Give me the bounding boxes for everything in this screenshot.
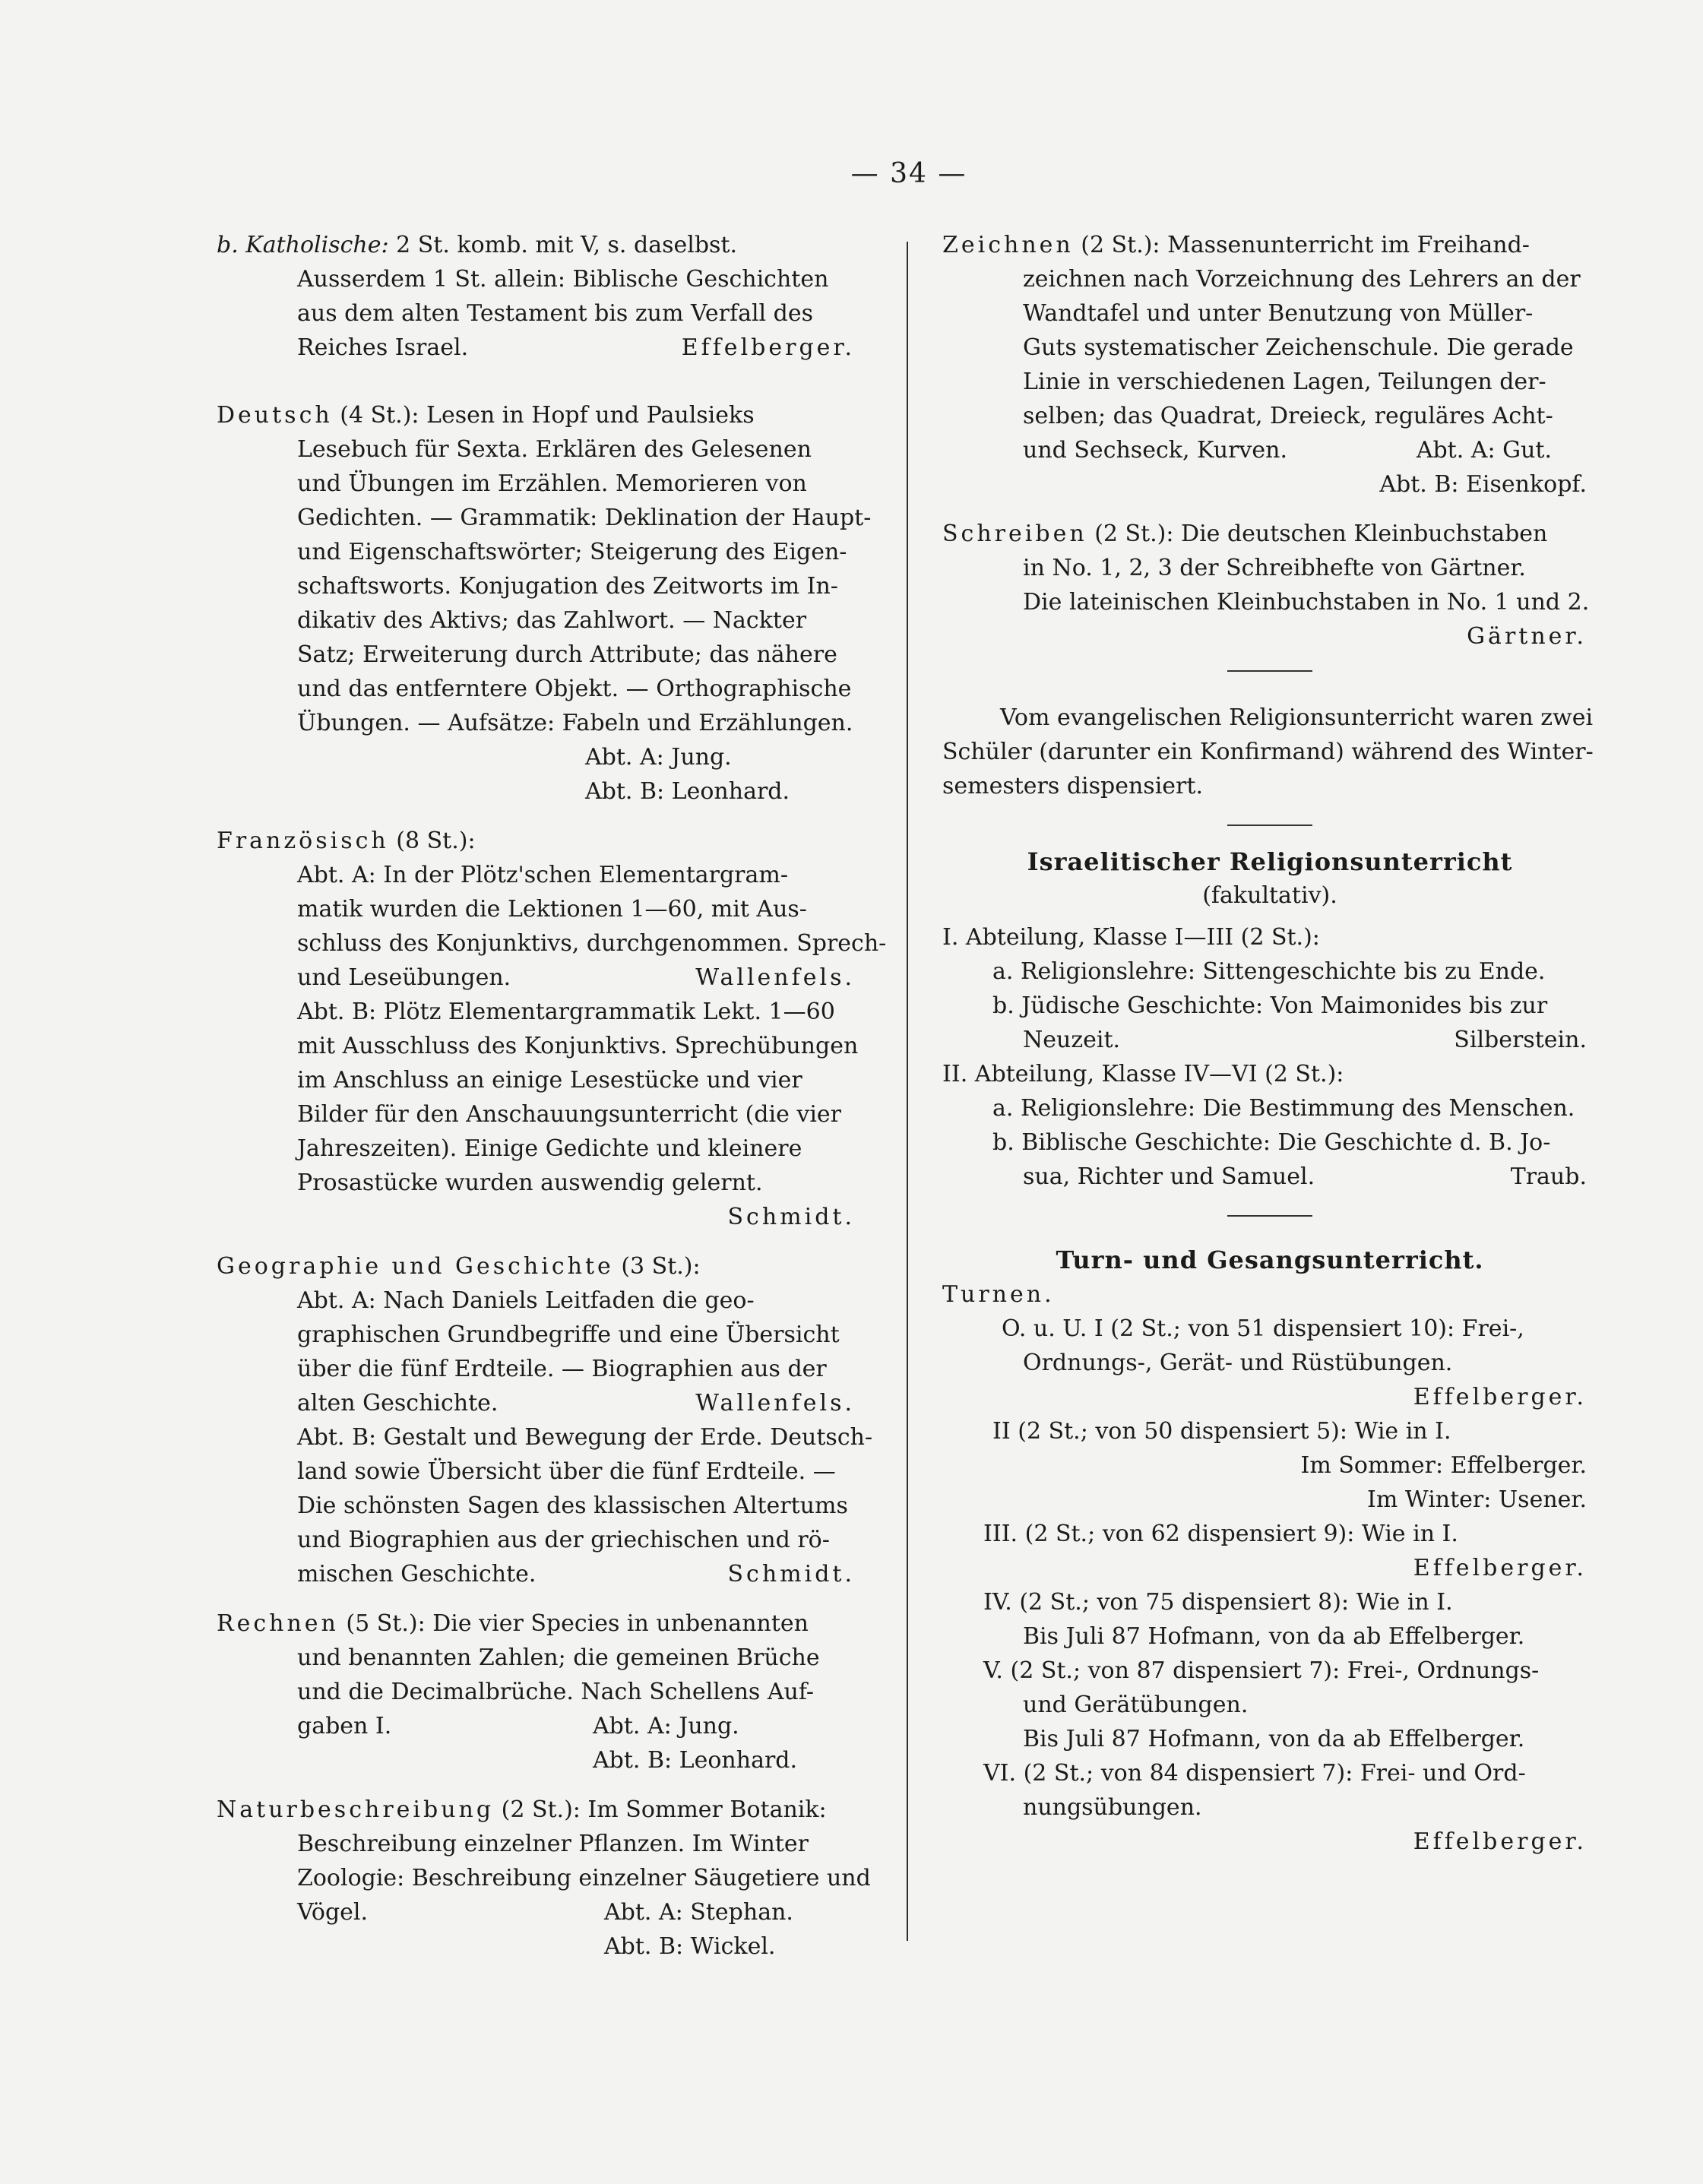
section-first-line	[217, 1606, 870, 1641]
teacher-name: Traub.	[1510, 1163, 1587, 1190]
text-line: land sowie Übersicht über die fünf Erdteile. —	[297, 1458, 836, 1485]
text-line: Schüler (darunter ein Konfirmand) während des Winter-	[942, 739, 1594, 765]
text-line: im Anschluss an einige Lesestücke und vier	[297, 1067, 802, 1094]
text-line: Lesebuch für Sexta. Erklären des Gelesenen	[297, 436, 812, 463]
text-line	[942, 433, 1597, 467]
teacher-line: Effelberger.	[1413, 1384, 1587, 1410]
line-text: sua, Richter und Samuel.	[1023, 1163, 1315, 1190]
right-column	[942, 228, 1597, 1859]
text-line: Jahreszeiten). Einige Gedichte und kleinere	[297, 1135, 802, 1162]
text-line: III. (2 St.; von 62 dispensiert 9): Wie in I.	[983, 1521, 1458, 1547]
section-first-line	[217, 398, 870, 432]
page-number: — 34 —	[850, 158, 967, 189]
line-text: Reiches Israel.	[297, 334, 469, 361]
section-label: Zeichnen	[942, 232, 1074, 258]
line-rest: (8 St.):	[388, 828, 476, 854]
text-line: VI. (2 St.; von 84 dispensiert 7): Frei- und Ord-	[983, 1760, 1526, 1787]
text-line: Bilder für den Anschauungsunterricht (die vier	[297, 1101, 842, 1128]
section-label: b. Katholische:	[217, 232, 389, 258]
teacher-line: Schmidt.	[727, 1204, 855, 1230]
text-line: II (2 St.; von 50 dispensiert 5): Wie in I.	[992, 1418, 1451, 1445]
section-divider	[1227, 825, 1312, 826]
text-line: I. Abteilung, Klasse I—III (2 St.):	[942, 924, 1320, 951]
section-first-line	[217, 1249, 870, 1283]
deutsch-section	[217, 398, 870, 809]
section-first-line	[942, 517, 1597, 551]
text-line: Abt. A: Nach Daniels Leitfaden die geo-	[297, 1287, 755, 1314]
zeichnen-section	[942, 228, 1597, 502]
teacher-line: Abt. B: Eisenkopf.	[1379, 471, 1587, 498]
schreiben-section	[942, 517, 1597, 654]
text-line: dikativ des Aktivs; das Zahlwort. — Nackter	[297, 607, 807, 634]
text-line: Guts systematischer Zeichenschule. Die gerade	[1023, 334, 1574, 361]
line-rest: 2 St. komb. mit V, s. daselbst.	[388, 232, 738, 258]
text-line: und Übungen im Erzählen. Memorieren von	[297, 470, 807, 497]
text-line: Übungen. — Aufsätze: Fabeln und Erzählungen.	[297, 710, 853, 736]
text-line	[942, 1023, 1597, 1057]
text-line: Zoologie: Beschreibung einzelner Säugetiere und	[297, 1865, 871, 1891]
text-line	[217, 1709, 870, 1743]
section-label: Geographie und Geschichte	[217, 1253, 614, 1280]
teacher-line: Abt. B: Wickel.	[604, 1933, 776, 1960]
text-line: aus dem alten Testament bis zum Verfall des	[297, 300, 814, 327]
text-line: Wandtafel und unter Benutzung von Müller-	[1023, 300, 1534, 327]
section-first-line	[217, 1793, 870, 1827]
text-line: a. Religionslehre: Die Bestimmung des Menschen.	[992, 1095, 1575, 1122]
text-line: und das entferntere Objekt. — Orthographische	[297, 676, 852, 702]
text-line	[217, 1895, 870, 1929]
teacher-name: Schmidt.	[727, 1561, 855, 1587]
section-heading: Israelitischer Religionsunterricht	[1027, 847, 1513, 876]
text-line: Linie in verschiedenen Lagen, Teilungen der-	[1023, 369, 1546, 395]
franzoesisch-section	[217, 824, 887, 1234]
text-line: und die Decimalbrüche. Nach Schellens Auf-	[297, 1679, 814, 1705]
text-line: Satz; Erweiterung durch Attribute; das nähere	[297, 641, 837, 668]
text-line: IV. (2 St.; von 75 dispensiert 8): Wie in I.	[983, 1589, 1453, 1616]
line-text: Neuzeit.	[1023, 1027, 1121, 1053]
text-line: Beschreibung einzelner Pflanzen. Im Winter	[297, 1831, 809, 1857]
text-line: nungsübungen.	[1023, 1794, 1202, 1821]
line-rest: (3 St.):	[613, 1253, 701, 1280]
text-line: Die lateinischen Kleinbuchstaben in No. 1 und 2.	[1023, 589, 1590, 616]
section-label: Naturbeschreibung	[217, 1796, 495, 1823]
text-line: mit Ausschluss des Konjunktivs. Sprechübungen	[297, 1033, 859, 1059]
text-line	[217, 1386, 870, 1420]
text-line: matik wurden die Lektionen 1—60, mit Aus-	[297, 896, 807, 923]
text-line: II. Abteilung, Klasse IV—VI (2 St.):	[942, 1061, 1344, 1087]
text-line: und Gerätübungen.	[1023, 1692, 1249, 1718]
text-line: Die schönsten Sagen des klassischen Altertums	[297, 1492, 848, 1519]
katholische-section	[217, 228, 870, 365]
text-line: schluss des Konjunktivs, durchgenommen. Sprech-	[297, 930, 887, 957]
text-line: graphischen Grundbegriffe und eine Übersicht	[297, 1321, 840, 1348]
rechnen-section	[217, 1606, 870, 1777]
line-rest: (2 St.): Die deutschen Kleinbuchstaben	[1087, 521, 1548, 547]
dispensation-note	[942, 701, 1597, 803]
line-text: Vögel.	[297, 1899, 369, 1926]
line-text: und Leseübungen.	[297, 964, 511, 991]
teacher-line: Bis Juli 87 Hofmann, von da ab Effelberger.	[1023, 1726, 1525, 1752]
text-line: Abt. B: Plötz Elementargrammatik Lekt. 1—60	[297, 999, 835, 1025]
text-line	[217, 331, 870, 365]
teacher-name: Abt. A: Jung.	[593, 1713, 739, 1739]
line-rest: (4 St.): Lesen in Hopf und Paulsieks	[332, 402, 755, 429]
text-line	[942, 1160, 1597, 1194]
text-line: Prosastücke wurden auswendig gelernt.	[297, 1170, 763, 1196]
teacher-line: Abt. B: Leonhard.	[585, 778, 790, 805]
text-line: b. Biblische Geschichte: Die Geschichte d. B. Jo-	[992, 1129, 1551, 1156]
teacher-line: Gärtner.	[1467, 623, 1587, 650]
section-heading: Turn- und Gesangsunterricht.	[1056, 1246, 1484, 1274]
text-line: in No. 1, 2, 3 der Schreibhefte von Gärtner.	[1023, 555, 1526, 581]
line-text: und Sechseck, Kurven.	[1023, 437, 1287, 464]
line-rest: (2 St.): Massenunterricht im Freihand-	[1073, 232, 1530, 258]
text-line: schaftsworts. Konjugation des Zeitworts im In-	[297, 573, 838, 600]
israel-section	[942, 844, 1597, 1194]
text-line: über die fünf Erdteile. — Biographien aus der	[297, 1356, 827, 1382]
line-text: alten Geschichte.	[297, 1390, 499, 1416]
text-line: V. (2 St.; von 87 dispensiert 7): Frei-, Ordnungs-	[983, 1657, 1540, 1684]
text-line: a. Religionslehre: Sittengeschichte bis zu Ende.	[992, 958, 1546, 985]
text-line: Vom evangelischen Religionsunterricht waren zwei	[1000, 704, 1594, 731]
section-label: Schreiben	[942, 521, 1087, 547]
teacher-line: Bis Juli 87 Hofmann, von da ab Effelberger.	[1023, 1623, 1525, 1650]
teacher-name: Abt. A: Stephan.	[604, 1899, 793, 1926]
naturbeschreibung-section	[217, 1793, 870, 1964]
section-label: Deutsch	[217, 402, 333, 429]
text-line: Abt. A: In der Plötz'schen Elementargram-	[297, 862, 788, 888]
text-line	[217, 1557, 870, 1591]
section-divider	[1227, 1215, 1312, 1217]
text-line: zeichnen nach Vorzeichnung des Lehrers an der	[1023, 266, 1581, 293]
teacher-name: Silberstein.	[1454, 1027, 1587, 1053]
line-text: gaben I.	[297, 1713, 392, 1739]
teacher-name: Effelberger.	[681, 334, 855, 361]
teacher-name: Wallenfels.	[695, 964, 855, 991]
left-column	[217, 228, 887, 1964]
teacher-name: Abt. A: Gut.	[1416, 437, 1552, 464]
line-rest: (5 St.): Die vier Species in unbenannten	[338, 1610, 809, 1637]
line-text: mischen Geschichte.	[297, 1561, 537, 1587]
teacher-line: Effelberger.	[1413, 1828, 1587, 1855]
section-label: Französisch	[217, 828, 389, 854]
text-line: semesters dispensiert.	[942, 773, 1203, 799]
teacher-line: Im Winter: Usener.	[1367, 1486, 1587, 1513]
text-line: und Biographien aus der griechischen und rö-	[297, 1527, 830, 1553]
text-line: Ordnungs-, Gerät- und Rüstübungen.	[1023, 1350, 1453, 1376]
text-line: selben; das Quadrat, Dreieck, reguläres Acht-	[1023, 403, 1553, 429]
text-line: und benannten Zahlen; die gemeinen Brüche	[297, 1644, 820, 1671]
turn-section	[942, 1242, 1597, 1859]
section-label: Rechnen	[217, 1610, 339, 1637]
text-line	[217, 961, 870, 995]
text-line: Abt. B: Gestalt und Bewegung der Erde. Deutsch-	[297, 1424, 873, 1451]
section-first-line	[217, 228, 870, 262]
teacher-line: Effelberger.	[1413, 1555, 1587, 1581]
line-rest: (2 St.): Im Sommer Botanik:	[494, 1796, 827, 1823]
section-label: Turnen.	[942, 1281, 1055, 1308]
text-line: b. Jüdische Geschichte: Von Maimonides bis zur	[992, 992, 1548, 1019]
geographie-section	[217, 1249, 873, 1591]
text-line: O. u. U. I (2 St.; von 51 dispensiert 10): Frei-,	[1002, 1315, 1524, 1342]
teacher-line: Im Sommer: Effelberger.	[1300, 1452, 1587, 1479]
text-line: und Eigenschaftswörter; Steigerung des Eigen-	[297, 539, 847, 565]
text-line: Gedichten. — Grammatik: Deklination der Haupt-	[297, 505, 872, 531]
section-first-line	[217, 824, 870, 858]
section-subheading: (fakultativ).	[1202, 882, 1337, 909]
teacher-line: Abt. B: Leonhard.	[593, 1747, 798, 1774]
teacher-name: Wallenfels.	[695, 1390, 855, 1416]
section-first-line	[942, 228, 1597, 262]
column-divider	[907, 242, 908, 1941]
text-line: Ausserdem 1 St. allein: Biblische Geschichten	[297, 266, 829, 293]
section-divider	[1227, 670, 1312, 672]
teacher-line: Abt. A: Jung.	[585, 744, 732, 771]
